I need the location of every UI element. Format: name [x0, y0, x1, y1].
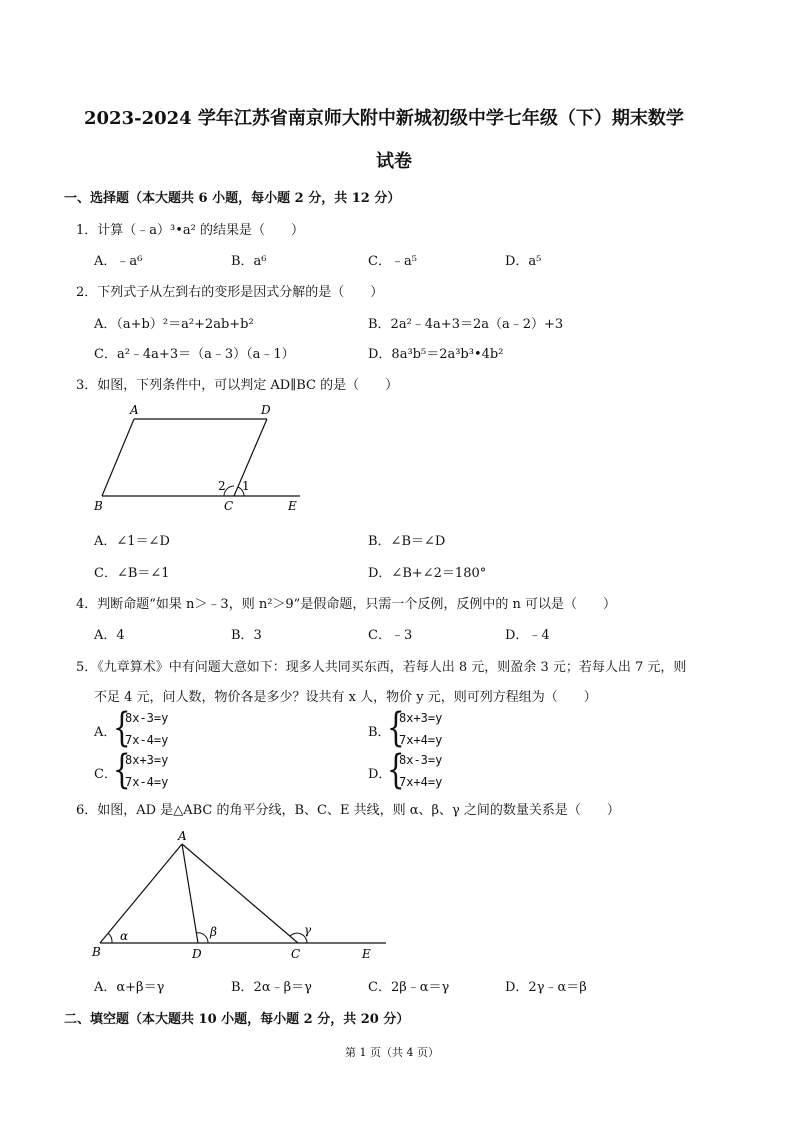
question-1-stem: 1．计算（﹣a）³•a² 的结果是（ ）	[76, 223, 304, 238]
q3-label-b: B	[94, 499, 103, 513]
q2-option-b: B．2a²﹣4a+3＝2a（a﹣2）+3	[368, 317, 564, 332]
q5-option-c-eq2: 7x-4=y	[125, 775, 169, 789]
page-footer: 第 1 页（共 4 页）	[345, 1046, 439, 1059]
q5-option-c-system	[125, 749, 168, 793]
q5-option-a-brace: {	[112, 705, 131, 751]
q6-option-d: D．2γ﹣α＝β	[505, 980, 587, 995]
q4-option-b: B．3	[231, 628, 262, 643]
q1-option-c: C．﹣a⁵	[368, 254, 417, 269]
q5-option-d-system	[399, 749, 442, 793]
q4-option-a: A．4	[94, 628, 125, 643]
question-5-stem-line2: 不足 4 元，问人数，物价各是多少？设共有 x 人，物价 y 元，则可列方程组为（ ）	[94, 690, 597, 705]
question-3-stem: 3．如图，下列条件中，可以判定 AD∥BC 的是（ ）	[76, 378, 399, 393]
q1-option-a: A．﹣a⁶	[94, 254, 143, 269]
q4-option-c: C．﹣3	[368, 628, 413, 643]
q6-label-alpha: α	[120, 929, 129, 943]
q6-label-b: B	[92, 945, 101, 959]
q1-option-b: B．a⁶	[231, 254, 267, 269]
q2-option-d: D．8a³b⁵＝2a³b³•4b²	[368, 347, 504, 362]
q6-label-a: A	[178, 829, 187, 843]
q6-figure-triangle	[88, 826, 398, 966]
q5-option-b-label: B．	[368, 725, 391, 740]
q5-option-d-label: D．	[368, 767, 392, 782]
question-2-stem: 2．下列式子从左到右的变形是因式分解的是（ ）	[76, 285, 384, 300]
section-heading-choice: 一、选择题（本大题共 6 小题，每小题 2 分，共 12 分）	[64, 191, 401, 206]
q3-label-angle2: 2	[218, 479, 226, 493]
q3-label-d: D	[261, 403, 271, 417]
q6-label-gamma: γ	[304, 923, 312, 937]
q6-label-c: C	[291, 947, 301, 961]
q3-figure-parallelogram	[88, 398, 318, 518]
q3-option-a: A．∠1＝∠D	[94, 534, 170, 549]
q3-label-e: E	[288, 499, 297, 513]
q3-label-c: C	[224, 499, 234, 513]
q5-option-a-label: A．	[94, 725, 117, 740]
q3-label-angle1: 1	[242, 479, 250, 493]
section-heading-fill-in: 二、填空题（本大题共 10 小题，每小题 2 分，共 20 分）	[64, 1012, 410, 1027]
q5-option-b-system	[399, 707, 442, 751]
question-6-stem: 6．如图，AD 是△ABC 的角平分线，B、C、E 共线，则 α、β、γ 之间的数量关系是（ ）	[76, 803, 620, 818]
question-4-stem: 4．判断命题“如果 n＞﹣3，则 n²＞9”是假命题，只需一个反例，反例中的 n 可以是（ ）	[76, 597, 616, 612]
q1-option-d: D．a⁵	[505, 254, 542, 269]
q5-option-d-brace: {	[386, 747, 405, 793]
q3-option-b: B．∠B＝∠D	[368, 534, 446, 549]
q5-option-b-eq2: 7x+4=y	[399, 733, 443, 747]
q5-option-c-label: C．	[94, 767, 117, 782]
q6-option-b: B．2α﹣β＝γ	[231, 980, 312, 995]
q5-option-a-system	[125, 707, 168, 751]
page-title-line2: 试卷	[376, 151, 412, 172]
q5-option-b-brace: {	[386, 705, 405, 751]
q6-option-a: A．α+β＝γ	[94, 980, 165, 995]
q3-option-d: D．∠B+∠2＝180°	[368, 566, 487, 581]
q6-label-beta: β	[210, 925, 217, 939]
q5-option-c-brace: {	[112, 747, 131, 793]
q6-label-d: D	[192, 947, 202, 961]
q5-option-b-eq1: 8x+3=y	[399, 711, 443, 725]
q2-option-a: A．（a+b）²＝a²+2ab+b²	[94, 317, 254, 332]
q6-option-c: C．2β﹣α＝γ	[368, 980, 450, 995]
q4-option-d: D．﹣4	[505, 628, 550, 643]
q5-option-d-eq1: 8x-3=y	[399, 753, 443, 767]
q5-option-a-eq1: 8x-3=y	[125, 711, 169, 725]
q2-option-c: C．a²﹣4a+3＝（a﹣3）（a﹣1）	[94, 347, 295, 362]
page-title-line1: 2023-2024 学年江苏省南京师大附中新城初级中学七年级（下）期末数学	[84, 108, 684, 129]
q5-option-c-eq1: 8x+3=y	[125, 753, 169, 767]
question-5-stem-line1: 5．《九章算术》中有问题大意如下：现多人共同买东西，若每人出 8 元，则盈余 3 元；若每人出 7 元，则	[76, 660, 687, 675]
q6-label-e: E	[362, 947, 371, 961]
q5-option-a-eq2: 7x-4=y	[125, 733, 169, 747]
q5-option-d-eq2: 7x+4=y	[399, 775, 443, 789]
q3-label-a: A	[130, 403, 139, 417]
q3-option-c: C．∠B＝∠1	[94, 566, 170, 581]
